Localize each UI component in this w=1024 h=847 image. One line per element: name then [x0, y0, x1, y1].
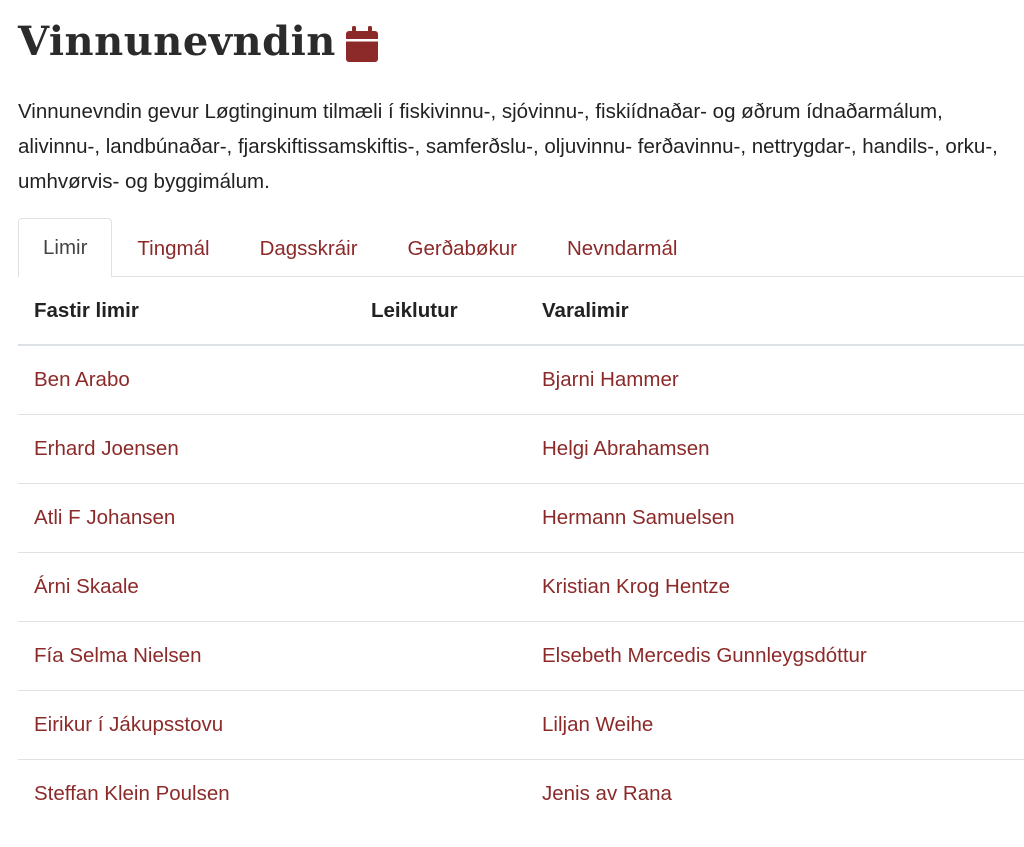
member-cell — [18, 414, 355, 483]
substitute-link[interactable]: Elsebeth Mercedis Gunnleygsdóttur — [542, 643, 867, 667]
members-table — [18, 277, 1024, 828]
member-link[interactable]: Fía Selma Nielsen — [34, 643, 202, 667]
table-row — [18, 414, 1024, 483]
table-row — [18, 483, 1024, 552]
substitute-cell — [526, 345, 1024, 414]
header-leiklutur: Leiklutur — [355, 277, 526, 345]
substitute-cell — [526, 759, 1024, 828]
tab-nevndarmal[interactable]: Nevndarmál — [566, 236, 678, 260]
substitute-cell — [526, 414, 1024, 483]
tab-gerdabokur[interactable]: Gerðabøkur — [407, 236, 517, 260]
substitute-link[interactable]: Helgi Abrahamsen — [542, 436, 710, 460]
member-link[interactable]: Eirikur í Jákupsstovu — [34, 712, 224, 736]
member-link[interactable]: Erhard Joensen — [34, 436, 179, 460]
member-link[interactable]: Atli F Johansen — [34, 505, 176, 529]
title-row — [18, 14, 378, 70]
member-cell — [18, 621, 355, 690]
role-cell — [355, 414, 526, 483]
substitute-cell — [526, 552, 1024, 621]
table-row — [18, 690, 1024, 759]
page-title: Vinnunevndin — [18, 18, 336, 65]
committee-description: Vinnunevndin gevur Løgtinginum tilmæli í fiskivinnu-, sjóvinnu-, fiskiídnaðar- og øðrum ídnaðarmálum, alivinnu-, landbúnaðar-, fjarskiftissamskiftis-, samferðslu-, oljuvinnu- ferðavinnu-, nettrygdar-, handils-, orku-, umhvørvis- og byggimálum. — [18, 100, 998, 193]
table-row — [18, 759, 1024, 828]
member-link[interactable]: Steffan Klein Poulsen — [34, 781, 230, 805]
substitute-link[interactable]: Bjarni Hammer — [542, 367, 679, 391]
substitute-link[interactable]: Jenis av Rana — [542, 781, 672, 805]
role-cell — [355, 621, 526, 690]
substitute-cell — [526, 690, 1024, 759]
member-cell — [18, 345, 355, 414]
member-cell — [18, 690, 355, 759]
tab-tingmal[interactable]: Tingmál — [137, 236, 210, 260]
member-link[interactable]: Ben Arabo — [34, 367, 130, 391]
member-cell — [18, 759, 355, 828]
role-cell — [355, 552, 526, 621]
role-cell — [355, 690, 526, 759]
substitute-cell — [526, 483, 1024, 552]
table-row — [18, 345, 1024, 414]
member-cell — [18, 552, 355, 621]
table-row — [18, 552, 1024, 621]
tab-limir[interactable]: Limir — [18, 218, 112, 277]
substitute-link[interactable]: Kristian Krog Hentze — [542, 574, 731, 598]
header-varalimir: Varalimir — [526, 277, 1024, 345]
substitute-link[interactable]: Hermann Samuelsen — [542, 505, 735, 529]
member-cell — [18, 483, 355, 552]
role-cell — [355, 483, 526, 552]
table-header-row — [18, 277, 1024, 345]
calendar-icon[interactable] — [346, 26, 378, 62]
tab-dagsskrair[interactable]: Dagsskráir — [259, 236, 358, 260]
role-cell — [355, 759, 526, 828]
substitute-cell — [526, 621, 1024, 690]
member-link[interactable]: Árni Skaale — [34, 574, 139, 598]
tab-bar — [18, 218, 1024, 277]
table-row — [18, 621, 1024, 690]
role-cell — [355, 345, 526, 414]
substitute-link[interactable]: Liljan Weihe — [542, 712, 654, 736]
header-fastir-limir: Fastir limir — [18, 277, 355, 345]
